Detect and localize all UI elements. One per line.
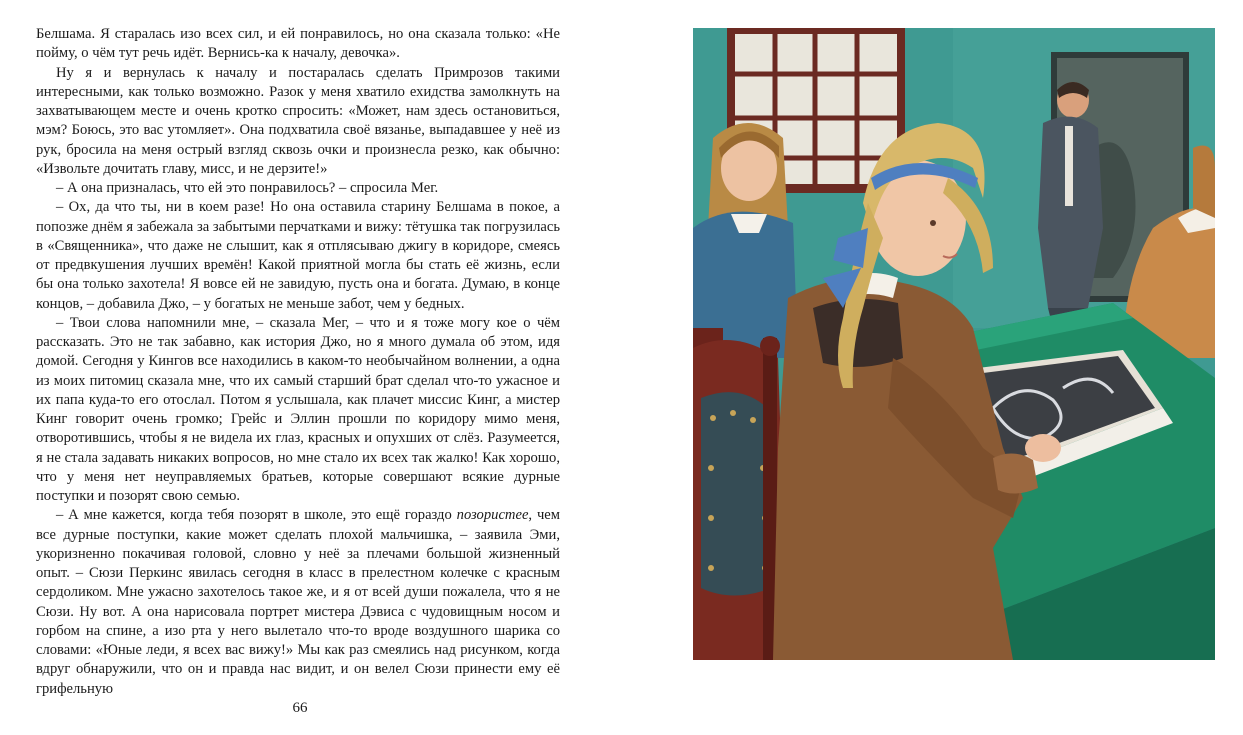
paragraph-5: – Твои слова напомнили мне, – сказала Мег, – что и я тоже могу кое о чём рассказать. Это не так забавно, как история Джо, но я много думала об этом, идя домой. Сегодня у Кингов все находились в каком-то необычайном волнении, а одна из моих питомиц сказала мне, что их самый старший брат сделал что-то ужасное и их папа куда-то его отослал. Потом я услышала, как плачет миссис Кинг, а мистер Кинг говорит очень громко; Грейс и Эллин прошли по коридору мимо меня, отворотившись, чтобы я не видела их глаз, красных и опухших от слёз. Разумеется, я не стала задавать никаких вопросов, но мне стало их всех так жалко! Как хорошо, что у меня нет неуправляемых братьев, которые совершают всякие дурные поступки и позорят свою семью. <box>36 314 560 504</box>
paragraph-3: – А она призналась, что ей это понравилось? – спросила Мег. <box>56 180 439 196</box>
paragraph-1: Белшама. Я старалась изо всех сил, и ей понравилось, но она сказала только: «Не пойму, о чём тут речь идёт. Вернись-ка к началу, девочка». <box>36 26 560 62</box>
paragraph-6-start: – А мне кажется, когда тебя позорят в школе, это ещё гораздо <box>56 507 457 524</box>
left-page <box>0 0 600 735</box>
chair <box>693 328 788 660</box>
paragraph-6-italic-word: позористее <box>456 507 529 524</box>
text-block <box>36 25 560 699</box>
page-number: 66 <box>292 700 308 716</box>
paragraph-4: – Ох, да что ты, ни в коем разе! Но она оставила старину Белшама в покое, а попозже днём я забежала за забытыми перчатками и вижу: тётушка так погрузилась в «Священника», что даже не слышит, как я отплясываю джигу в коридоре, смеясь от предвкушения лучших времён! Какой приятной могла бы стать её жизнь, если бы она только захотела! Я вовсе ей не завидую, пусть она и богата. Думаю, в конце концов, – добавила Джо, – у богатых не меньше забот, чем у бедных. <box>36 199 560 312</box>
paragraph-6 <box>36 506 560 699</box>
paragraph-6-end: , чем все дурные поступки, какие может сделать плохой мальчишка, – заявила Эми, укоризненно покачивая головой, словно у неё за плечами большой жизненный опыт. – Сюзи Перкинс явилась сегодня в класс в прелестном колечке с красным сердоликом. Мне ужасно захотелось такое же, и я от всей души пожалела, что я не Сюзи. Ну вот. А она нарисовала портрет мистера Дэвиса с чудовищным носом и горбом на спине, а изо рта у него вылетало что-то вроде воздушного шарика со словами: «Юные леди, я всех вас вижу!» Мы как раз смеялись над рисунком, когда вдруг обнаружили, что он и правда нас видит, и он велел Сюзи принести ему её грифельную <box>36 507 560 697</box>
paragraph-2: Ну я и вернулась к началу и постаралась сделать Примрозов такими интересными, как только возможно. Разок у меня хватило ехидства замолкнуть на захватывающем месте и очень кротко спросить: «Может, нам здесь остановиться, мэм? Боюсь, это вас утомляет». Она подхватила своё вязанье, выпадавшее у неё из рук, бросила на меня острый взгляд сквозь очки и произнесла резко, как обычно: «Извольте дочитать главу, мисс, и не дерзите!» <box>36 64 560 177</box>
illustration-svg <box>693 28 1215 660</box>
classroom-illustration <box>693 28 1215 660</box>
